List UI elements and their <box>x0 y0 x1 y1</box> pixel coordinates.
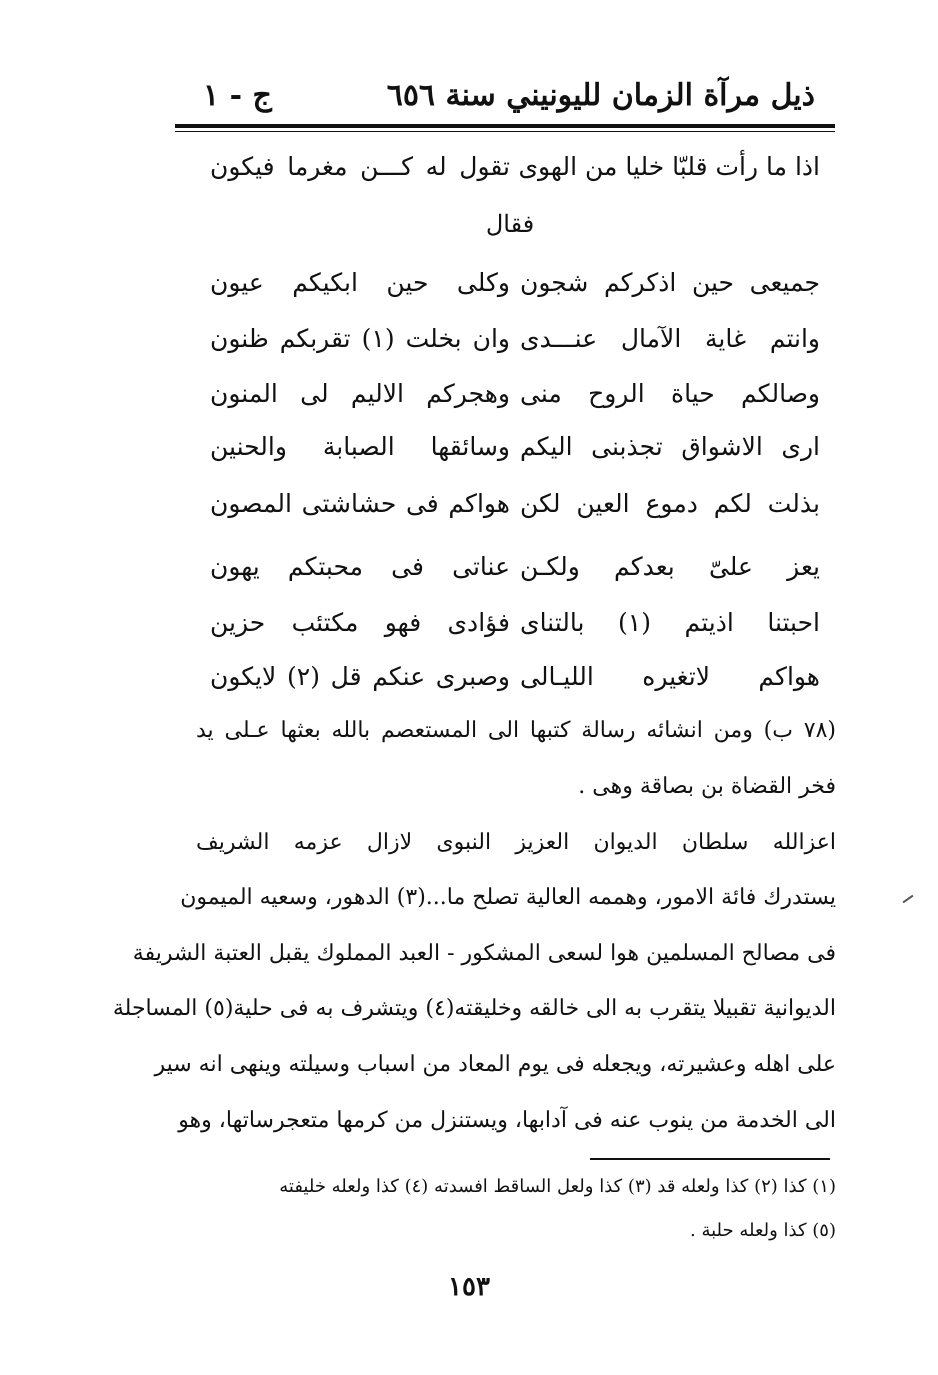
verse-left-hemistich: فؤادى فهو مكتئب حزين <box>210 608 510 637</box>
poem-verse <box>200 373 820 417</box>
margin-pencil-mark <box>903 895 914 904</box>
footnote-rule <box>590 1158 830 1160</box>
verse-right-hemistich: جميعى حين اذكركم شجون <box>520 268 820 297</box>
verse-left-hemistich: تقول له كـــن مغرما فيكون <box>210 152 510 181</box>
verse-right-hemistich: ارى الاشواق تجذبنى اليكم <box>520 432 820 461</box>
prose-line: (٧٨ ب) ومن انشائه رسالة كتبها الى المستعصم بالله بعثها عـلى يد <box>196 718 836 743</box>
verse-right-hemistich: اذا ما رأت قلبّا خليا من الهوى <box>518 152 820 181</box>
prose-line: اعزالله سلطان الديوان العزيز النبوى لازال عزمه الشريف <box>196 830 836 855</box>
poem-intro: فقال <box>485 210 535 238</box>
poem-verse <box>200 546 820 590</box>
verse-right-hemistich: بذلت لكم دموع العين لكن <box>520 489 820 518</box>
verse-right-hemistich: احبتنا اذيتم (١) بالتناى <box>520 608 820 637</box>
verse-left-hemistich: هواكم فى حشاشتى المصون <box>210 489 510 518</box>
verse-right-hemistich: هواكم لاتغيره الليـالى <box>520 662 820 691</box>
prose-line: الى الخدمة من ينوب عنه فى آدابها، ويستنزل من كرمها متعجرساتها، وهو <box>178 1108 836 1133</box>
prose-line: فخر القضاة بن بصاقة وهى . <box>578 774 836 799</box>
footnote-line: (٥) كذا ولعله حلبة . <box>690 1220 836 1241</box>
verse-left-hemistich: عناتى فى محبتكم يهون <box>210 552 510 581</box>
poem-verse <box>200 262 820 306</box>
header-rule-thick <box>175 124 835 128</box>
verse-right-hemistich: وانتم غاية الآمال عنـــدى <box>520 324 820 353</box>
prose-line: فى مصالح المسلمين هوا لسعى المشكور - العبد المملوك يقبل العتبة الشريفة <box>132 941 836 966</box>
verse-right-hemistich: وصالكم حياة الروح منى <box>520 379 820 408</box>
verse-right-hemistich: يعز علىّ بعدكم ولكـن <box>520 552 820 581</box>
poem-verse <box>200 602 820 646</box>
header-rule-thin <box>175 131 835 132</box>
poem-verse <box>200 426 820 470</box>
poem-verse <box>200 656 820 700</box>
running-header <box>175 74 835 124</box>
verse-left-hemistich: وصبرى عنكم قل (٢) لايكون <box>210 662 511 691</box>
verse-left-hemistich: وان بخلت (١) تقربكم ظنون <box>210 324 510 353</box>
header-volume: ج - ١ <box>203 78 272 113</box>
opening-verse <box>200 146 820 190</box>
prose-line: على اهله وعشيرته، ويجعله فى يوم المعاد من اسباب وسيلته وينهى انه سير <box>154 1052 836 1077</box>
verse-left-hemistich: وكلى حين ابكيكم عيون <box>210 268 510 297</box>
header-title: ذيل مرآة الزمان لليونيني سنة ٦٥٦ <box>386 78 815 113</box>
prose-line: يستدرك فائة الامور، وهممه العالية تصلح ما...(٣) الدهور، وسعيه الميمون <box>180 885 836 910</box>
verse-left-hemistich: وهجركم الاليم لى المنون <box>210 379 510 408</box>
prose-line: الديوانية تقبيلا يتقرب به الى خالقه وخليقته(٤) ويتشرف به فى حلية(٥) المساجلة <box>112 996 836 1021</box>
page-number: ١٥٣ <box>448 1272 490 1302</box>
poem-verse <box>200 318 820 362</box>
poem-verse <box>200 483 820 527</box>
verse-left-hemistich: وسائقها الصبابة والحنين <box>210 432 510 461</box>
footnote-line: (١) كذا (٢) كذا ولعله قد (٣) كذا ولعل الساقط افسدته (٤) كذا ولعله خليفته <box>279 1176 836 1197</box>
